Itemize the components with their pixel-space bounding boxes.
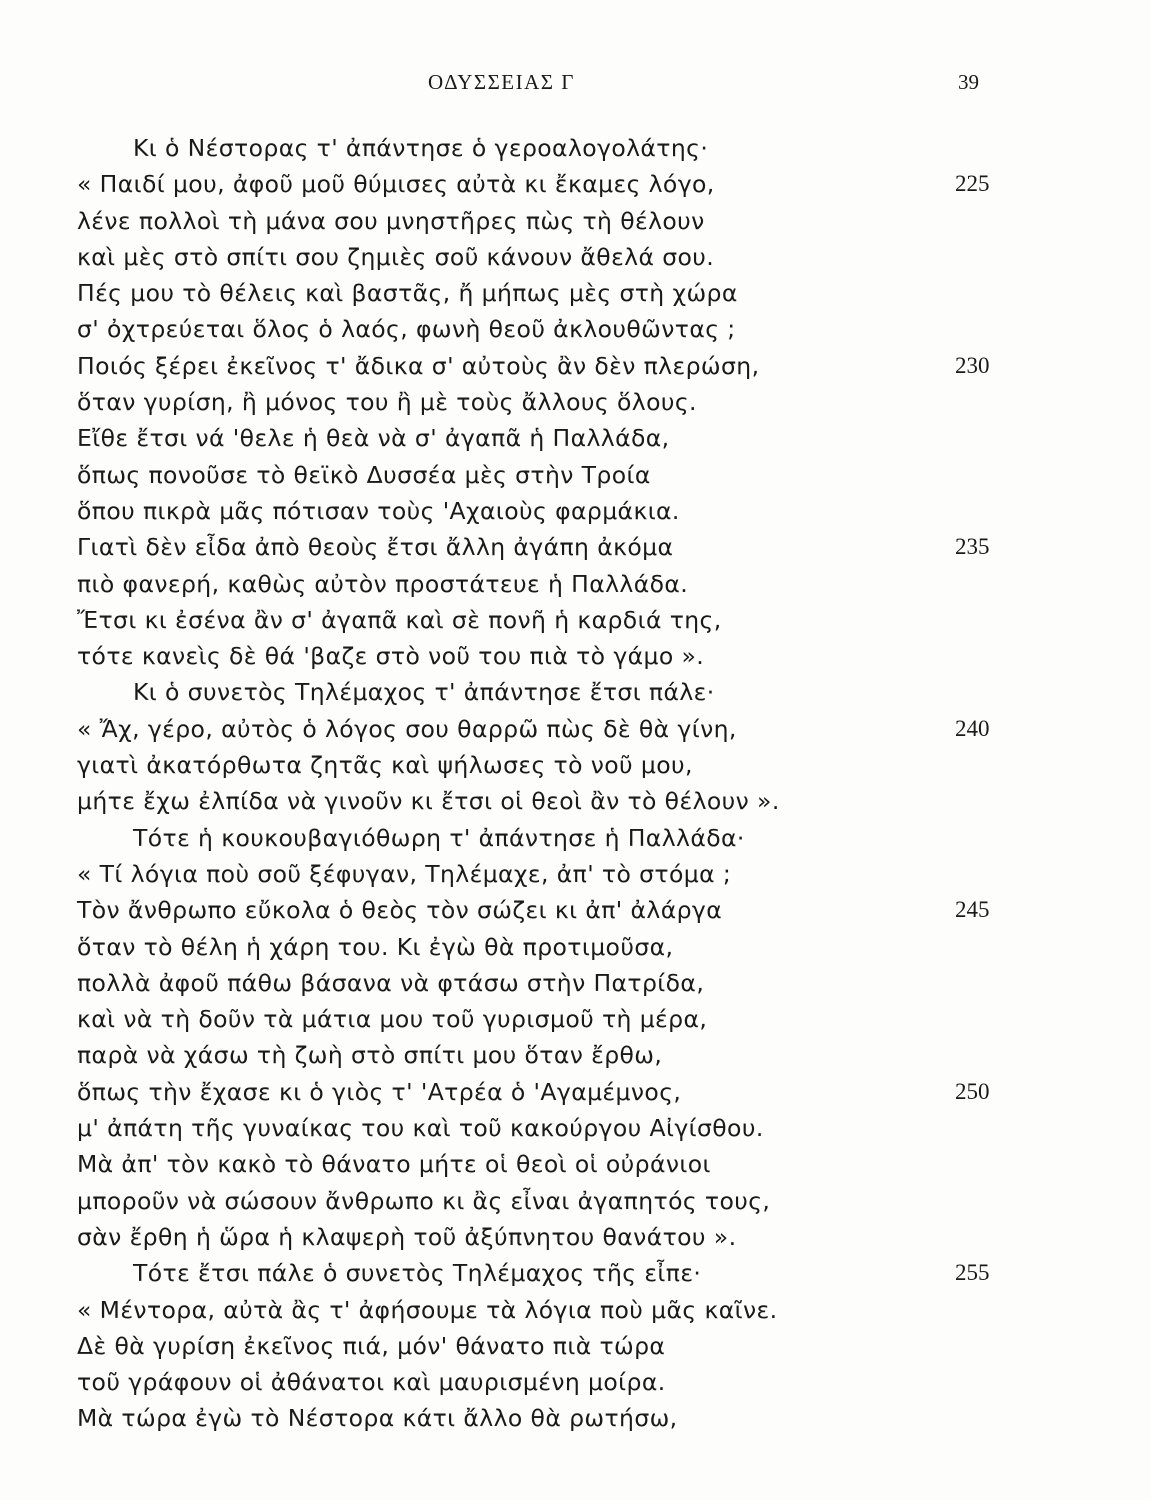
line-number: 230 (955, 352, 990, 378)
verse-line (0, 929, 1151, 965)
verse-line (0, 348, 1151, 384)
verse-text: ὅταν τὸ θέλη ἡ χάρη του. Κι ἐγὼ θὰ προτιμοῦσα, (77, 932, 674, 961)
verse-line (0, 566, 1151, 602)
verse-line (0, 638, 1151, 674)
verse-block (0, 130, 1151, 1437)
verse-text: Δὲ θὰ γυρίση ἐκεῖνος πιά, μόν' θάνατο πιὰ τώρα (77, 1331, 666, 1360)
page-number: 39 (958, 70, 979, 94)
verse-line (0, 892, 1151, 928)
verse-text: πιὸ φανερή, καθὼς αὐτὸν προστάτευε ἡ Παλλάδα. (77, 569, 689, 598)
verse-line (0, 674, 1151, 710)
line-number: 240 (955, 715, 990, 741)
verse-text: γιατὶ ἀκατόρθωτα ζητᾶς καὶ ψήλωσες τὸ νοῦ μου, (77, 751, 693, 780)
running-head (0, 70, 1151, 100)
verse-text: Ἔτσι κι ἐσένα ἂν σ' ἀγαπᾶ καὶ σὲ πονῆ ἡ καρδιά της, (77, 605, 722, 634)
verse-line (0, 1146, 1151, 1182)
verse-line (0, 203, 1151, 239)
verse-line (0, 384, 1151, 420)
verse-line (0, 311, 1151, 347)
verse-text: Τότε ἡ κουκουβαγιόθωρη τ' ἀπάντησε ἡ Παλλάδα· (133, 823, 745, 852)
verse-text: ὅπου πικρὰ μᾶς πότισαν τοὺς 'Αχαιοὺς φαρμάκια. (77, 496, 680, 525)
verse-line (0, 1364, 1151, 1400)
line-number: 255 (955, 1260, 990, 1286)
line-number: 225 (955, 171, 990, 197)
verse-line (0, 820, 1151, 856)
verse-text: Εἴθε ἔτσι νά 'θελε ἡ θεὰ νὰ σ' ἀγαπᾶ ἡ Παλλάδα, (77, 424, 670, 453)
verse-line (0, 529, 1151, 565)
verse-text: μ' ἀπάτη τῆς γυναίκας του καὶ τοῦ κακούργου Αἰγίσθου. (77, 1114, 764, 1143)
verse-line (0, 856, 1151, 892)
verse-line (0, 130, 1151, 166)
verse-line (0, 493, 1151, 529)
verse-text: Πές μου τὸ θέλεις καὶ βαστᾶς, ἤ μήπως μὲς στὴ χώρα (77, 279, 738, 308)
verse-line (0, 783, 1151, 819)
verse-line (0, 1001, 1151, 1037)
verse-text: Κι ὁ Νέστορας τ' ἀπάντησε ὁ γεροαλογολάτης· (133, 134, 709, 162)
verse-text: παρὰ νὰ χάσω τὴ ζωὴ στὸ σπίτι μου ὅταν ἔρθω, (77, 1041, 663, 1070)
verse-line (0, 1037, 1151, 1073)
verse-line (0, 457, 1151, 493)
verse-text: λένε πολλοὶ τὴ μάνα σου μνηστῆρες πὼς τὴ θέλουν (77, 206, 705, 235)
verse-text: Μὰ ἀπ' τὸν κακὸ τὸ θάνατο μήτε οἱ θεοὶ οἱ οὐράνιοι (77, 1150, 711, 1179)
verse-text: καὶ νὰ τὴ δοῦν τὰ μάτια μου τοῦ γυρισμοῦ τὴ μέρα, (77, 1005, 708, 1034)
verse-line (0, 965, 1151, 1001)
verse-text: Ποιός ξέρει ἐκεῖνος τ' ἄδικα σ' αὐτοὺς ἂν δὲν πλερώση, (77, 351, 760, 380)
verse-text: ὅπως πονοῦσε τὸ θεϊκὸ Δυσσέα μὲς στὴν Τροία (77, 460, 651, 489)
verse-text: « Μέντορα, αὐτὰ ἂς τ' ἀφήσουμε τὰ λόγια ποὺ μᾶς καῖνε. (77, 1295, 778, 1324)
verse-text: σ' ὀχτρεύεται ὅλος ὁ λαός, φωνὴ θεοῦ ἀκλουθῶντας ; (77, 315, 736, 344)
verse-line (0, 1074, 1151, 1110)
verse-line (0, 1292, 1151, 1328)
verse-line (0, 747, 1151, 783)
verse-line (0, 239, 1151, 275)
verse-text: μήτε ἔχω ἐλπίδα νὰ γινοῦν κι ἔτσι οἱ θεοὶ ἂν τὸ θέλουν ». (77, 787, 780, 816)
verse-line (0, 420, 1151, 456)
verse-text: Τὸν ἄνθρωπο εὔκολα ὁ θεὸς τὸν σώζει κι ἀπ' ἀλάργα (77, 896, 723, 925)
verse-line (0, 711, 1151, 747)
verse-text: Μὰ τώρα ἐγὼ τὸ Νέστορα κάτι ἄλλο θὰ ρωτήσω, (77, 1404, 678, 1433)
verse-text: τοῦ γράφουν οἱ ἀθάνατοι καὶ μαυρισμένη μοίρα. (77, 1368, 666, 1397)
line-number: 250 (955, 1078, 990, 1104)
verse-text: ὅταν γυρίση, ἢ μόνος του ἢ μὲ τοὺς ἄλλους ὅλους. (77, 388, 697, 417)
verse-text: τότε κανεὶς δὲ θά 'βαζε στὸ νοῦ του πιὰ τὸ γάμο ». (77, 642, 705, 671)
line-number: 235 (955, 534, 990, 560)
verse-text: Γιατὶ δὲν εἶδα ἀπὸ θεοὺς ἔτσι ἄλλη ἀγάπη ἀκόμα (77, 533, 674, 562)
verse-text: « Παιδί μου, ἀφοῦ μοῦ θύμισες αὐτὰ κι ἔκαμες λόγο, (77, 170, 715, 199)
verse-text: « Ἄχ, γέρο, αὐτὸς ὁ λόγος σου θαρρῶ πὼς δὲ θὰ γίνη, (77, 714, 737, 743)
verse-line (0, 1183, 1151, 1219)
verse-text: σὰν ἔρθη ἡ ὥρα ἡ κλαψερὴ τοῦ ἀξύπνητου θανάτου ». (77, 1222, 737, 1251)
verse-text: « Τί λόγια ποὺ σοῦ ξέφυγαν, Τηλέμαχε, ἀπ' τὸ στόμα ; (77, 859, 732, 888)
running-title: ΟΔΥΣΣΕΙΑΣ Γ (428, 70, 575, 94)
verse-line (0, 1219, 1151, 1255)
verse-line (0, 1255, 1151, 1291)
verse-text: καὶ μὲς στὸ σπίτι σου ζημιὲς σοῦ κάνουν ἄθελά σου. (77, 242, 715, 271)
verse-line (0, 1400, 1151, 1436)
verse-line (0, 1328, 1151, 1364)
verse-line (0, 166, 1151, 202)
verse-line (0, 602, 1151, 638)
line-number: 245 (955, 897, 990, 923)
verse-text: ὅπως τὴν ἔχασε κι ὁ γιὸς τ' 'Ατρέα ὁ 'Αγαμέμνος, (77, 1077, 682, 1106)
verse-line (0, 275, 1151, 311)
verse-text: μποροῦν νὰ σώσουν ἄνθρωπο κι ἂς εἶναι ἀγαπητός τους, (77, 1186, 771, 1215)
verse-text: πολλὰ ἀφοῦ πάθω βάσανα νὰ φτάσω στὴν Πατρίδα, (77, 968, 705, 997)
verse-line (0, 1110, 1151, 1146)
verse-text: Κι ὁ συνετὸς Τηλέμαχος τ' ἀπάντησε ἔτσι πάλε· (133, 678, 715, 707)
verse-text: Τότε ἔτσι πάλε ὁ συνετὸς Τηλέμαχος τῆς εἶπε· (133, 1259, 702, 1288)
